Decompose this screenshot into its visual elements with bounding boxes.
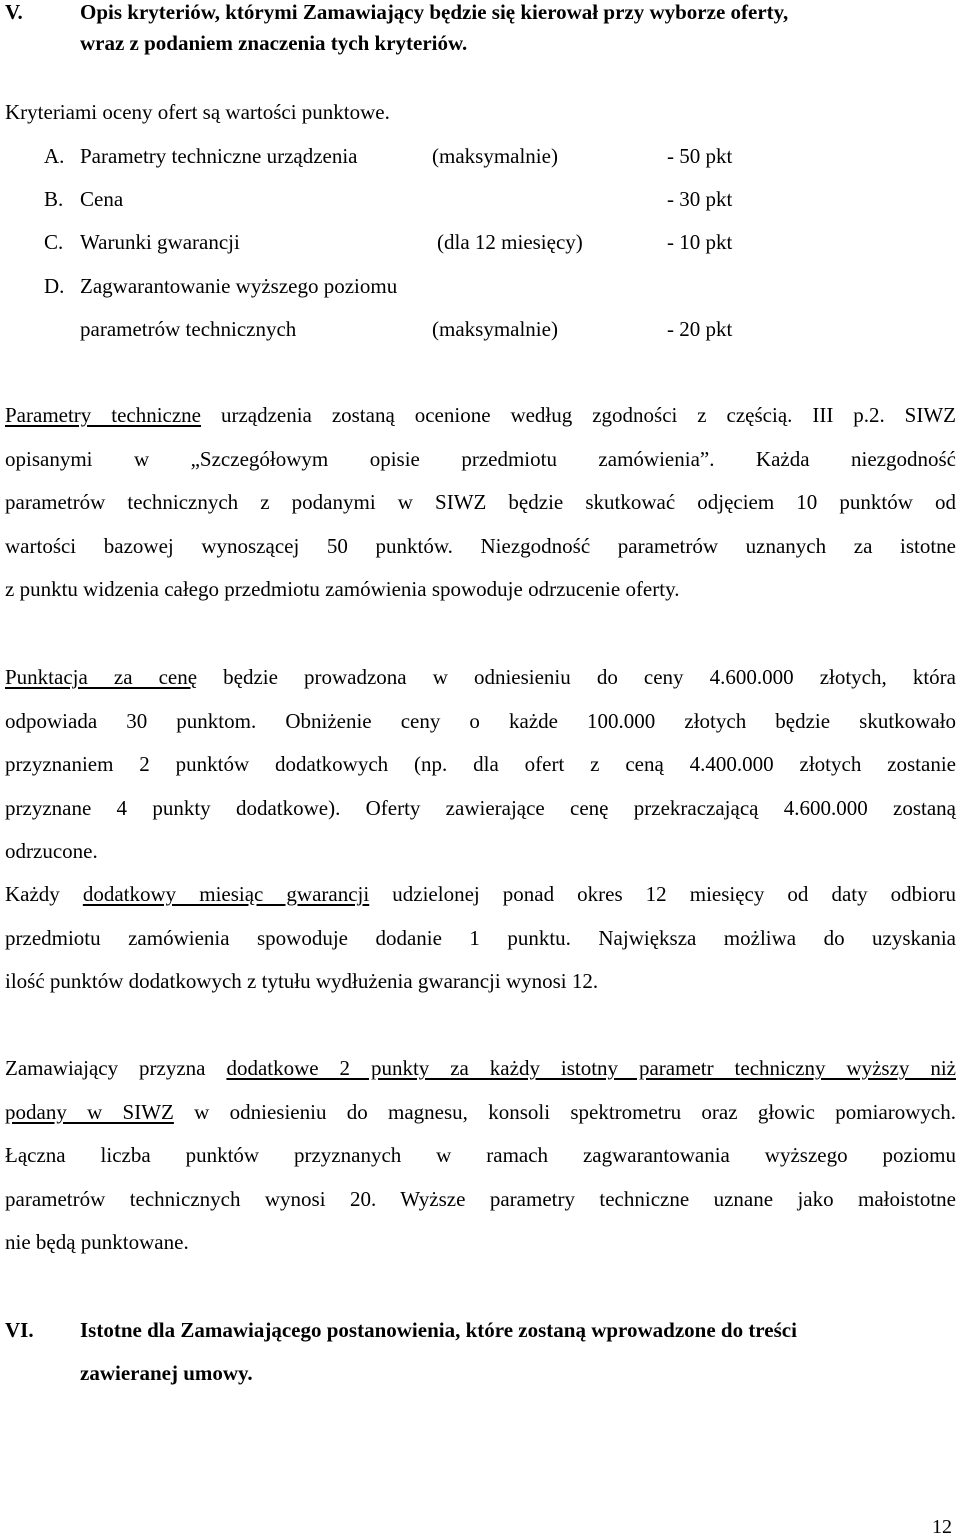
criterion-letter: A. — [44, 144, 65, 168]
criterion-points: - 50 pkt — [667, 144, 733, 168]
underlined-lead: Punktacja za cenę — [5, 665, 198, 689]
criterion-name: Cena — [80, 187, 124, 211]
text-line: przedmiotu zamówienia spowoduje dodanie 1 punktu. Największa możliwa do uzyskania — [5, 925, 956, 950]
page-number: 12 — [932, 1516, 952, 1538]
paragraph-price — [5, 656, 956, 874]
paragraph-bonus-points — [5, 1047, 956, 1265]
criterion-qualifier: (dla 12 miesięcy) — [437, 230, 583, 254]
criterion-points: - 10 pkt — [667, 230, 733, 254]
section-v-number: V. — [5, 0, 23, 24]
criterion-letter: D. — [44, 274, 65, 298]
text: Każdy — [5, 882, 83, 906]
section-v-heading-line1: Opis kryteriów, którymi Zamawiający będzie się kierował przy wyborze oferty, — [80, 0, 789, 24]
section-vi-number: VI. — [5, 1318, 34, 1342]
underlined-phrase: dodatkowe 2 punkty za każdy istotny parametr techniczny wyższy niż — [226, 1056, 957, 1080]
criterion-points: - 20 pkt — [667, 317, 733, 341]
criterion-letter: B. — [44, 187, 64, 211]
criterion-points: - 30 pkt — [667, 187, 733, 211]
text: Zamawiający przyzna — [5, 1056, 227, 1080]
section-vi-heading-line1: Istotne dla Zamawiającego postanowienia, które zostaną wprowadzone do treści — [80, 1318, 797, 1342]
text-line: nie będą punktowane. — [5, 1230, 189, 1254]
paragraph-technical-parameters — [5, 394, 956, 612]
section-v-heading-line2: wraz z podaniem znaczenia tych kryteriów. — [80, 31, 468, 55]
text: udzielonej ponad okres 12 miesięcy od daty odbioru — [369, 882, 956, 906]
criteria-intro: Kryteriami oceny ofert są wartości punktowe. — [5, 100, 390, 124]
section-vi-heading-line2: zawieranej umowy. — [80, 1361, 253, 1385]
text-line: odpowiada 30 punktom. Obniżenie ceny o każde 100.000 złotych będzie skutkowało — [5, 708, 956, 733]
text-line: opisanymi w „Szczegółowym opisie przedmiotu zamówienia”. Każda niezgodność — [5, 446, 956, 471]
text-line: wartości bazowej wynoszącej 50 punktów. Niezgodność parametrów uznanych za istotne — [5, 533, 956, 558]
criterion-name: Parametry techniczne urządzenia — [80, 144, 358, 168]
criterion-name: Warunki gwarancji — [80, 230, 240, 254]
underlined-lead: Parametry techniczne — [5, 403, 202, 427]
text-line: odrzucone. — [5, 839, 98, 863]
text-line: przyznaniem 2 punktów dodatkowych (np. dla ofert z ceną 4.400.000 złotych zostanie — [5, 752, 956, 776]
underlined-phrase: dodatkowy miesiąc gwarancji — [82, 882, 370, 906]
criterion-name: Zagwarantowanie wyższego poziomu — [80, 274, 398, 298]
criterion-qualifier: (maksymalnie) — [432, 144, 558, 168]
text-line: parametrów technicznych wynosi 20. Wyższe parametry techniczne uznane jako małoistotne — [5, 1186, 956, 1211]
text: urządzenia zostaną ocenione według zgodności z częścią. III p.2. SIWZ — [201, 403, 956, 427]
text-line: Łączna liczba punktów przyznanych w ramach zagwarantowania wyższego poziomu — [5, 1143, 956, 1167]
criterion-qualifier: (maksymalnie) — [432, 317, 558, 341]
text-line: z punktu widzenia całego przedmiotu zamówienia spowoduje odrzucenie oferty. — [5, 577, 680, 601]
text-line: ilość punktów dodatkowych z tytułu wydłużenia gwarancji wynosi 12. — [5, 969, 599, 993]
text: w odniesieniu do magnesu, konsoli spektrometru oraz głowic pomiarowych. — [173, 1099, 956, 1124]
text: będzie prowadzona w odniesieniu do ceny 4.600.000 złotych, która — [197, 665, 956, 689]
criterion-letter: C. — [44, 230, 64, 254]
underlined-phrase: podany w SIWZ — [5, 1099, 174, 1124]
text-line: przyznane 4 punkty dodatkowe). Oferty zawierające cenę przekraczającą 4.600.000 zostaną — [5, 795, 956, 820]
paragraph-warranty — [5, 873, 956, 1004]
text-line: parametrów technicznych z podanymi w SIWZ będzie skutkować odjęciem 10 punktów od — [5, 490, 956, 514]
criterion-name-line2: parametrów technicznych — [80, 317, 297, 341]
